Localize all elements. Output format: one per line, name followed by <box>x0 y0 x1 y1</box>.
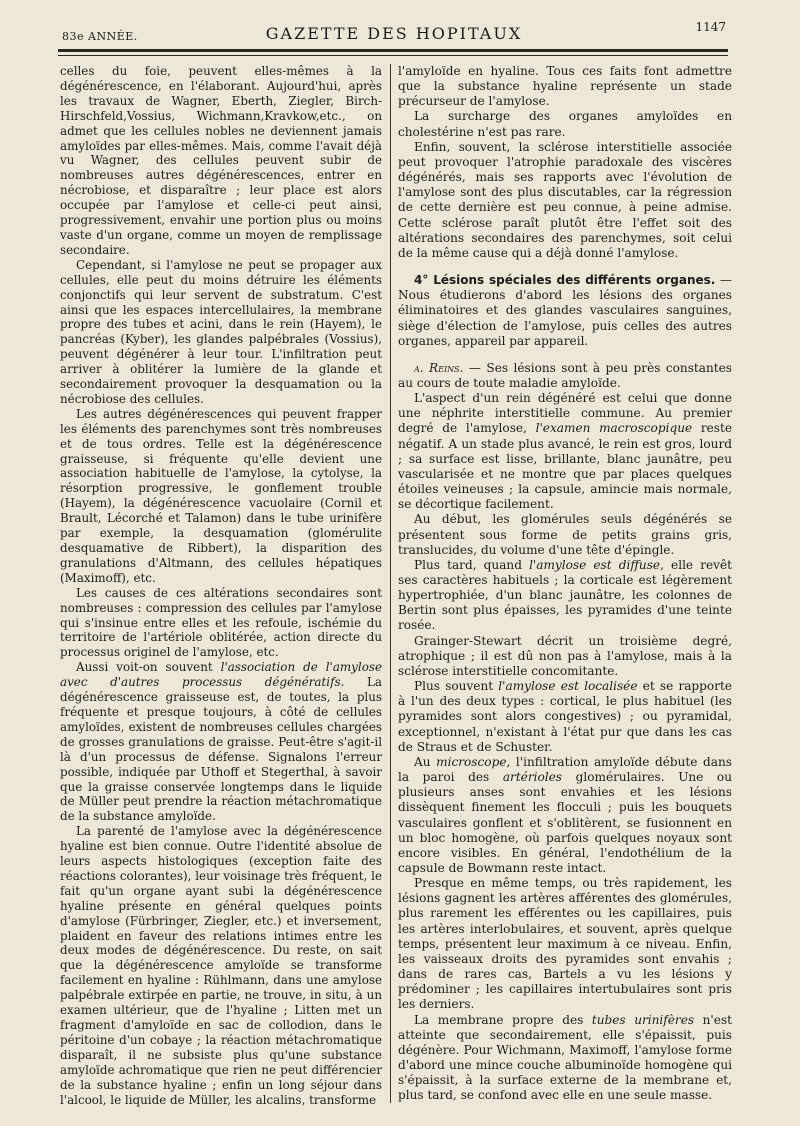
right-p11-text-a: Au <box>414 754 437 769</box>
right-paragraph-4 <box>398 273 732 349</box>
page-header <box>60 20 728 48</box>
left-paragraph-4: Les causes de ces altérations secondaires sont nombreuses : compression des cellules par l'amylose qui s'insinue entre elles et les refoule, ischémie du territoire de l'artériole oblitérée, action directe du processus originel de l'amylose, etc. <box>60 585 382 660</box>
right-paragraph-5 <box>398 361 732 391</box>
right-paragraph-2: La surcharge des organes amyloïdes en cholestérine n'est pas rare. <box>398 109 732 139</box>
right-p6-emphasis: l'examen macroscopique <box>535 421 693 436</box>
left-paragraph-2: Cependant, si l'amylose ne peut se propager aux cellules, elle peut du moins détruire les éléments conjonctifs qui leur servent de substratum. C'est ainsi que les espaces intercellulaires, la membrane propre des tubes et acini, dans le rein (Hayem), le pancréas (Kyber), les glandes palpébrales (Vossius), peuvent dégénérer à leur tour. L'infiltration peut arriver à oblitérer la lumière de la glande et secondairement provoquer la desquamation ou la nécrobiose des cellules. <box>60 257 382 406</box>
right-p13-text-b: n'est atteinte que secondairement, elle s'épaissit, puis dégénère. Pour Wichmann, Maximoff, l'amylose forme d'abord une mince couche albuminoïde homogène qui s'épaissit, à la surface externe de la membrane et, plus tard, se confond avec elle en une seule masse. <box>398 1012 732 1103</box>
right-p6-text-b: reste négatif. A un stade plus avancé, le rein est gros, lourd ; sa surface est lisse, brillante, blanc jaunâtre, peu vascularisée et ne montre que par places quelques étoiles veineuses ; la capsule, amincie mais normale, se décortique facilement. <box>398 421 732 512</box>
right-p11-emphasis-2: artérioles <box>502 770 562 785</box>
right-paragraph-13 <box>398 1013 732 1104</box>
right-p10-text-b: et se rapporte à l'un des deux types : cortical, le plus habituel (les pyramides sont alors congestives) ; ou pyramidal, exceptionnel, n'existant à l'état pur que dans les cas de Straus et de Schuster. <box>398 679 732 754</box>
left-column <box>60 64 382 1107</box>
left-p5-text-a: Aussi voit-on souvent <box>76 660 221 675</box>
right-paragraph-8 <box>398 558 732 634</box>
right-paragraph-3: Enfin, souvent, la sclérose interstitielle associée peut provoquer l'atrophie paradoxale des viscères dégénérés, mais ses rapports avec l'évolution de l'amylose sont des plus discutables, car la régression de cette dernière est peu connue, à peine admise. Cette sclérose paraît plutôt être l'effet soit des altérations secondaires des parenchymes, soit celui de la même cause qui a déjà donné l'amylose. <box>398 139 732 260</box>
right-column <box>398 64 732 1103</box>
left-paragraph-1: celles du foie, peuvent elles-mêmes à la dégénérescence, en l'élaborant. Aujourd'hui, après les travaux de Wagner, Eberth, Ziegler, Birch-Hirschfeld,Vossius, Wichmann,Kravkow,etc., on admet que les cellules nobles ne deviennent jamais amyloïdes par elles-mêmes. Mais, comme l'avait déjà vu Wagner, des cellules peuvent subir de nombreuses autres dégénérescences, entrer en nécrobiose, et disparaître ; leur place est alors occupée par l'amylose et celle-ci peut ainsi, progressivement, envahir une portion plus ou moins vaste d'un organe, comme un moyen de remplissage secondaire. <box>60 64 382 257</box>
right-p8-text-a: Plus tard, quand <box>414 557 530 572</box>
section-heading: 4° Lésions spéciales des différents organes. <box>414 273 716 288</box>
right-paragraph-11 <box>398 755 732 876</box>
right-p8-text-b: , elle revêt ses caractères habituels ; la corticale est légèrement hypertrophiée, d'un blanc jaunâtre, les colonnes de Bertin sont plus épaisses, les pyramides d'une teinte rosée. <box>398 557 732 633</box>
left-p5-text-b: . La dégénérescence graisseuse est, de toutes, la plus fréquente et presque toujours, à côté de cellules amyloïdes, existent de nombreuses cellules chargées de grosses granulations de graisse. Peut-être s'agit-il là d'un processus de défense. Signalons l'erreur possible, indiquée par Uthoff et Stegerthal, à savoir que la graisse conservée longtemps dans le liquide de Müller peut prendre la réaction métachromatique de la substance amyloïde. <box>60 675 382 824</box>
right-paragraph-12: Presque en même temps, ou très rapidement, les lésions gagnent les artères afférentes des glomérules, plus rarement les efférentes ou les capillaires, puis les artères interlobulaires, et souvent, après quelque temps, présentent leur maximum à ce niveau. Enfin, les vaisseaux droits des pyramides sont envahis ; dans de rares cas, Bartels a vu les lésions y prédominer ; les capillaires intertubulaires sont pris les derniers. <box>398 876 732 1012</box>
right-p8-emphasis: l'amylose est diffuse <box>529 557 661 572</box>
right-p10-emphasis: l'amylose est localisée <box>498 679 638 694</box>
page-number: 1147 <box>695 20 726 34</box>
left-paragraph-5 <box>60 660 382 824</box>
left-paragraph-3: Les autres dégénérescences qui peuvent frapper les éléments des parenchymes sont très nombreuses et de tous ordres. Telle est la dégénérescence graisseuse, si fréquente qu'elle devient une association habituelle de l'amylose, la cytolyse, la résorption progressive, le gonflement trouble (Hayem), la dégénérescence vacuolaire (Cornil et Brault, Lécorché et Talamon) dans le tube urinifère par exemple, la desquamation (glomérulite desquamative de Ribbert), la disparition des granulations d'Altmann, des cellules hépatiques (Maximoff), etc. <box>60 406 382 585</box>
left-p5-emphasis: l'association de l'amylose avec d'autres processus dégénératifs <box>60 660 383 690</box>
journal-title: GAZETTE DES HOPITAUX <box>265 24 523 43</box>
right-paragraph-6 <box>398 391 732 512</box>
right-p11-text-c: glomérulaires. Une ou plusieurs anses sont envahies et les lésions dissèquent finement les flocculi ; puis les bouquets vasculaires gonflent et s'oblitèrent, se fusionnent en un bloc homogène, où parfois quelques noyaux sont encore visibles. En général, l'endothélium de la capsule de Bowmann reste intact. <box>398 770 732 875</box>
right-paragraph-7: Au début, les glomérules seuls dégénérés se présentent sous forme de petits grains gris, translucides, du volume d'une tête d'épingle. <box>398 512 732 557</box>
header-rule-thin <box>58 55 728 56</box>
right-p10-text-a: Plus souvent <box>414 679 499 694</box>
right-p5-text: — Ses lésions sont à peu près constantes au cours de toute maladie amyloïde. <box>398 360 732 390</box>
header-rule-thick <box>58 49 728 52</box>
right-paragraph-1: l'amyloïde en hyaline. Tous ces faits font admettre que la substance hyaline représente un stade précurseur de l'amylose. <box>398 64 732 109</box>
right-p6-text-a: L'aspect d'un rein dégénéré est celui que donne une néphrite interstitielle commune. Au premier degré de l'amylose, <box>398 391 732 436</box>
right-p11-text-b: , l'infiltration amyloïde débute dans la paroi des <box>398 754 732 785</box>
right-paragraph-10 <box>398 679 732 755</box>
year-label: 83e ANNÉE. <box>62 30 138 43</box>
right-paragraph-9: Grainger-Stewart décrit un troisième degré, atrophique ; il est dû non pas à l'amylose, mais à la sclérose interstitielle concomitante. <box>398 633 732 678</box>
column-divider <box>390 64 391 1103</box>
right-p4-text: — Nous étudierons d'abord les lésions des organes éliminatoires et des glandes vasculaires sanguines, siège d'élection de l'amylose, puis celles des autres organes, appareil par appareil. <box>398 273 732 348</box>
right-p11-emphasis-1: microscope <box>436 754 507 769</box>
subsection-label: a. Reins. <box>414 360 464 375</box>
right-p13-text-a: La membrane propre des <box>414 1012 592 1027</box>
left-paragraph-6: La parenté de l'amylose avec la dégénérescence hyaline est bien connue. Outre l'identité absolue de leurs aspects histologiques (exception faite des réactions colorantes), leur voisinage très fréquent, le fait qu'un organe ayant subi la dégénérescence hyaline présente en général quelques points d'amylose (Fürbringer, Ziegler, etc.) et inversement, plaident en faveur des relations intimes entre les deux modes de dégénérescence. Du reste, on sait que la dégénérescence amyloïde se transforme facilement en hyaline : Rühlmann, dans une amylose palpébrale extirpée en partie, ne trouve, in situ, à un examen ultérieur, que de l'hyaline ; Litten met un fragment d'amyloïde en sac de collodion, dans le péritoine d'un cobaye ; la réaction métachromatique disparaît, il ne subsiste plus qu'une substance amyloïde achromatique que rien ne peut différencier de la substance hyaline ; enfin un long séjour dans l'alcool, le liquide de Müller, les alcalins, transforme <box>60 824 382 1107</box>
right-p13-emphasis: tubes urinifères <box>591 1012 695 1027</box>
